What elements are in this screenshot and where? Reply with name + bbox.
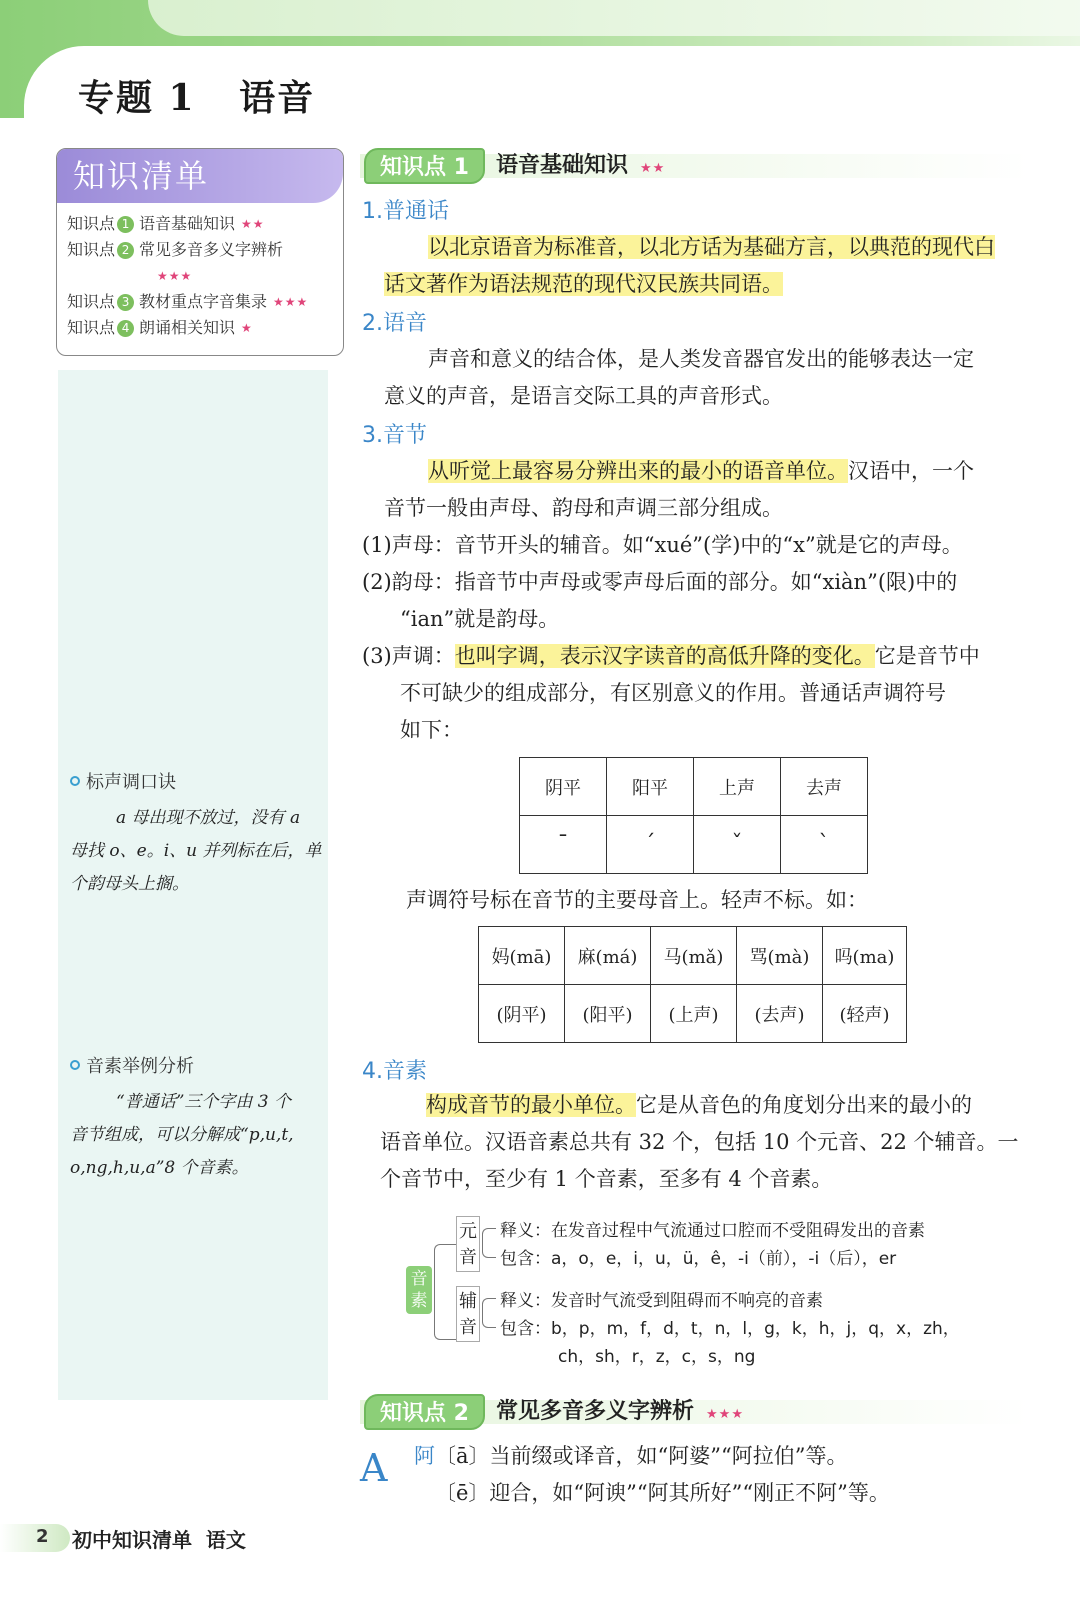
tone-example-table: [478, 926, 907, 1043]
kp2-header: [360, 1394, 1030, 1432]
section-title-yinsu: 4.音素: [362, 1059, 427, 1084]
tone-mark-table: [519, 757, 868, 874]
number-badge: 3: [117, 294, 134, 311]
text-line: 意义的声音，是语言交际工具的声音形式。: [384, 384, 783, 408]
section-title-yuyin: 2.语音: [362, 311, 427, 336]
yinjie-components: [362, 527, 1034, 749]
item-label: 常见多音多义字辨析: [139, 240, 284, 259]
knowledge-list-item[interactable]: [67, 237, 343, 263]
knowledge-list-box: [56, 148, 344, 356]
page-number: 2: [36, 1526, 49, 1547]
kp1-label: 知识点 1: [364, 148, 485, 184]
tone-tip-title: 标声调口诀: [86, 772, 176, 793]
tone-name: 上声: [694, 758, 781, 816]
number-badge: 1: [117, 216, 134, 233]
example-tone: (去声): [737, 985, 823, 1043]
kp1-title: 语音基础知识: [496, 153, 629, 178]
star-rating: ★★★: [157, 269, 193, 283]
item-prefix: 知识点: [67, 240, 116, 259]
highlight-text: 以北京语音为标准音，以北方话为基础方言，以典范的现代白: [428, 235, 995, 259]
kp2-title: 常见多音多义字辨析: [496, 1399, 695, 1424]
consonant-members-cont: ch，sh，r，z，c，s，ng: [558, 1347, 756, 1367]
list-item-cont: 不可缺少的组成部分，有区别意义的作用。普通话声调符号: [400, 681, 946, 705]
item-label: 教材重点字音集录: [139, 292, 268, 311]
tone-name: 阴平: [520, 758, 607, 816]
example-word: 骂(mà): [737, 927, 823, 985]
tip-line: “普通话”三个字由 3 个: [116, 1092, 292, 1112]
vowel-members: 包含：a，o，e，i，u，ü，ê，-i（前），-i（后），er: [500, 1249, 897, 1269]
kp2-title-wrap: [496, 1396, 744, 1431]
tone-note: 声调符号标在音节的主要母音上。轻声不标。如：: [406, 888, 868, 912]
example-word: 吗(ma): [823, 927, 907, 985]
phoneme-root: 音素: [406, 1266, 432, 1314]
star-rating: ★: [241, 321, 253, 335]
text-line: 音节一般由声母、韵母和声调三部分组成。: [384, 496, 783, 520]
example-word: 妈(mā): [479, 927, 565, 985]
entry-char: 阿: [414, 1444, 435, 1468]
phoneme-tip-body: [70, 1086, 332, 1185]
tip-line: o,ng,h,u,a”8 个音素。: [70, 1158, 249, 1178]
star-rating: ★★: [640, 161, 666, 176]
kp1-header: [360, 148, 1030, 186]
item-prefix: 知识点: [67, 292, 116, 311]
star-rating: ★★: [241, 217, 265, 231]
item-prefix: 知识点: [67, 214, 116, 233]
diagram-bracket: [482, 1298, 496, 1328]
kp2-entry-a: [414, 1438, 1034, 1512]
bullet-icon: [70, 776, 80, 786]
tone-mark: ˋ: [781, 816, 868, 874]
star-rating: ★★★: [273, 295, 309, 309]
tone-mark: ˇ: [694, 816, 781, 874]
diagram-bracket: [482, 1228, 496, 1258]
vowel-node: 元音: [456, 1216, 480, 1272]
putonghua-definition: [384, 229, 1034, 303]
highlight-text: 从听觉上最容易分辨出来的最小的语音单位。: [428, 459, 848, 483]
tone-mark: ˉ: [520, 816, 607, 874]
page-tab: [0, 1524, 70, 1552]
phoneme-tip-heading: [70, 1052, 194, 1078]
kp1-title-wrap: [496, 150, 665, 185]
yuyin-definition: [384, 341, 1034, 415]
diagram-bracket: [434, 1244, 456, 1340]
text-line: 声音和意义的结合体，是人类发音器官发出的能够表达一定: [428, 347, 974, 371]
phoneme-tip-title: 音素举例分析: [86, 1056, 194, 1077]
section-title-putonghua: 1.普通话: [362, 199, 449, 224]
highlight-text: 也叫字调，表示汉字读音的高低升降的变化。: [454, 644, 875, 668]
item-prefix: 知识点: [67, 318, 116, 337]
tip-line: 母找 o、e。i、u 并列标在后，单: [70, 841, 322, 861]
knowledge-list-item[interactable]: [67, 289, 343, 315]
section-title-yinjie: 3.音节: [362, 423, 427, 448]
text-line: 它是音节中: [874, 644, 980, 668]
entry-reading: 〔ā〕当前缀或译音，如“阿婆”“阿拉伯”等。: [435, 1444, 848, 1468]
tip-line: 个韵母头上搁。: [70, 874, 189, 894]
number-badge: 4: [117, 320, 134, 337]
tone-name: 去声: [781, 758, 868, 816]
consonant-definition: 释义：发音时气流受到阻碍而不响亮的音素: [500, 1291, 823, 1311]
example-tone: (轻声): [823, 985, 907, 1043]
text-line: 它是从音色的角度划分出来的最小的: [636, 1093, 972, 1117]
list-item: (3)声调：: [362, 644, 455, 668]
tone-tip-heading: [70, 768, 176, 794]
example-word: 马(mǎ): [651, 927, 737, 985]
highlight-text: 构成音节的最小单位。: [426, 1093, 636, 1117]
tip-line: a 母出现不放过，没有 a: [116, 808, 301, 828]
list-item-cont: “ian”就是韵母。: [400, 607, 560, 631]
knowledge-list-item[interactable]: [67, 211, 343, 237]
example-tone: (上声): [651, 985, 737, 1043]
bullet-icon: [70, 1060, 80, 1070]
consonant-members: 包含：b，p，m，f，d，t，n，l，g，k，h，j，q，x，zh，: [500, 1319, 960, 1339]
example-tone: (阴平): [479, 985, 565, 1043]
highlight-text: 话文著作为语法规范的现代汉民族共同语。: [384, 272, 783, 296]
knowledge-list-title: 知识清单: [57, 149, 343, 203]
tone-name: 阳平: [607, 758, 694, 816]
item-label: 朗诵相关知识: [139, 318, 236, 337]
text-line: 语音单位。汉语音素总共有 32 个，包括 10 个元音、22 个辅音。一: [380, 1130, 1019, 1154]
kp2-label: 知识点 2: [364, 1394, 485, 1430]
tone-mark: ˊ: [607, 816, 694, 874]
text-line: 汉语中，一个: [848, 459, 974, 483]
list-item: (2)韵母：指音节中声母或零声母后面的部分。如“xiàn”(限)中的: [362, 570, 958, 594]
example-tone: (阳平): [565, 985, 651, 1043]
entry-reading: 〔ē〕迎合，如“阿谀”“阿其所好”“刚正不阿”等。: [435, 1481, 890, 1505]
example-word: 麻(má): [565, 927, 651, 985]
vowel-definition: 释义：在发音过程中气流通过口腔而不受阻碍发出的音素: [500, 1221, 925, 1241]
topic-title: 专题 1 语音: [78, 77, 316, 119]
text-line: 个音节中，至少有 1 个音素，至多有 4 个音素。: [380, 1167, 833, 1191]
letter-index: A: [360, 1446, 388, 1490]
number-badge: 2: [117, 242, 134, 259]
list-item-cont: 如下：: [400, 718, 463, 742]
knowledge-list-item[interactable]: [67, 315, 343, 341]
star-rating: ★★★: [706, 1407, 744, 1422]
item-label: 语音基础知识: [139, 214, 236, 233]
tip-line: 音节组成，可以分解成“p,u,t,: [70, 1125, 294, 1145]
consonant-node: 辅音: [456, 1286, 480, 1342]
book-title: 初中知识清单 语文: [72, 1528, 246, 1552]
footer: [0, 1520, 1080, 1612]
list-item: (1)声母：音节开头的辅音。如“xué”(学)中的“x”就是它的声母。: [362, 533, 963, 557]
yinjie-definition: [384, 453, 1034, 527]
tone-tip-body: [70, 802, 332, 901]
yinsu-definition: [380, 1087, 1034, 1198]
